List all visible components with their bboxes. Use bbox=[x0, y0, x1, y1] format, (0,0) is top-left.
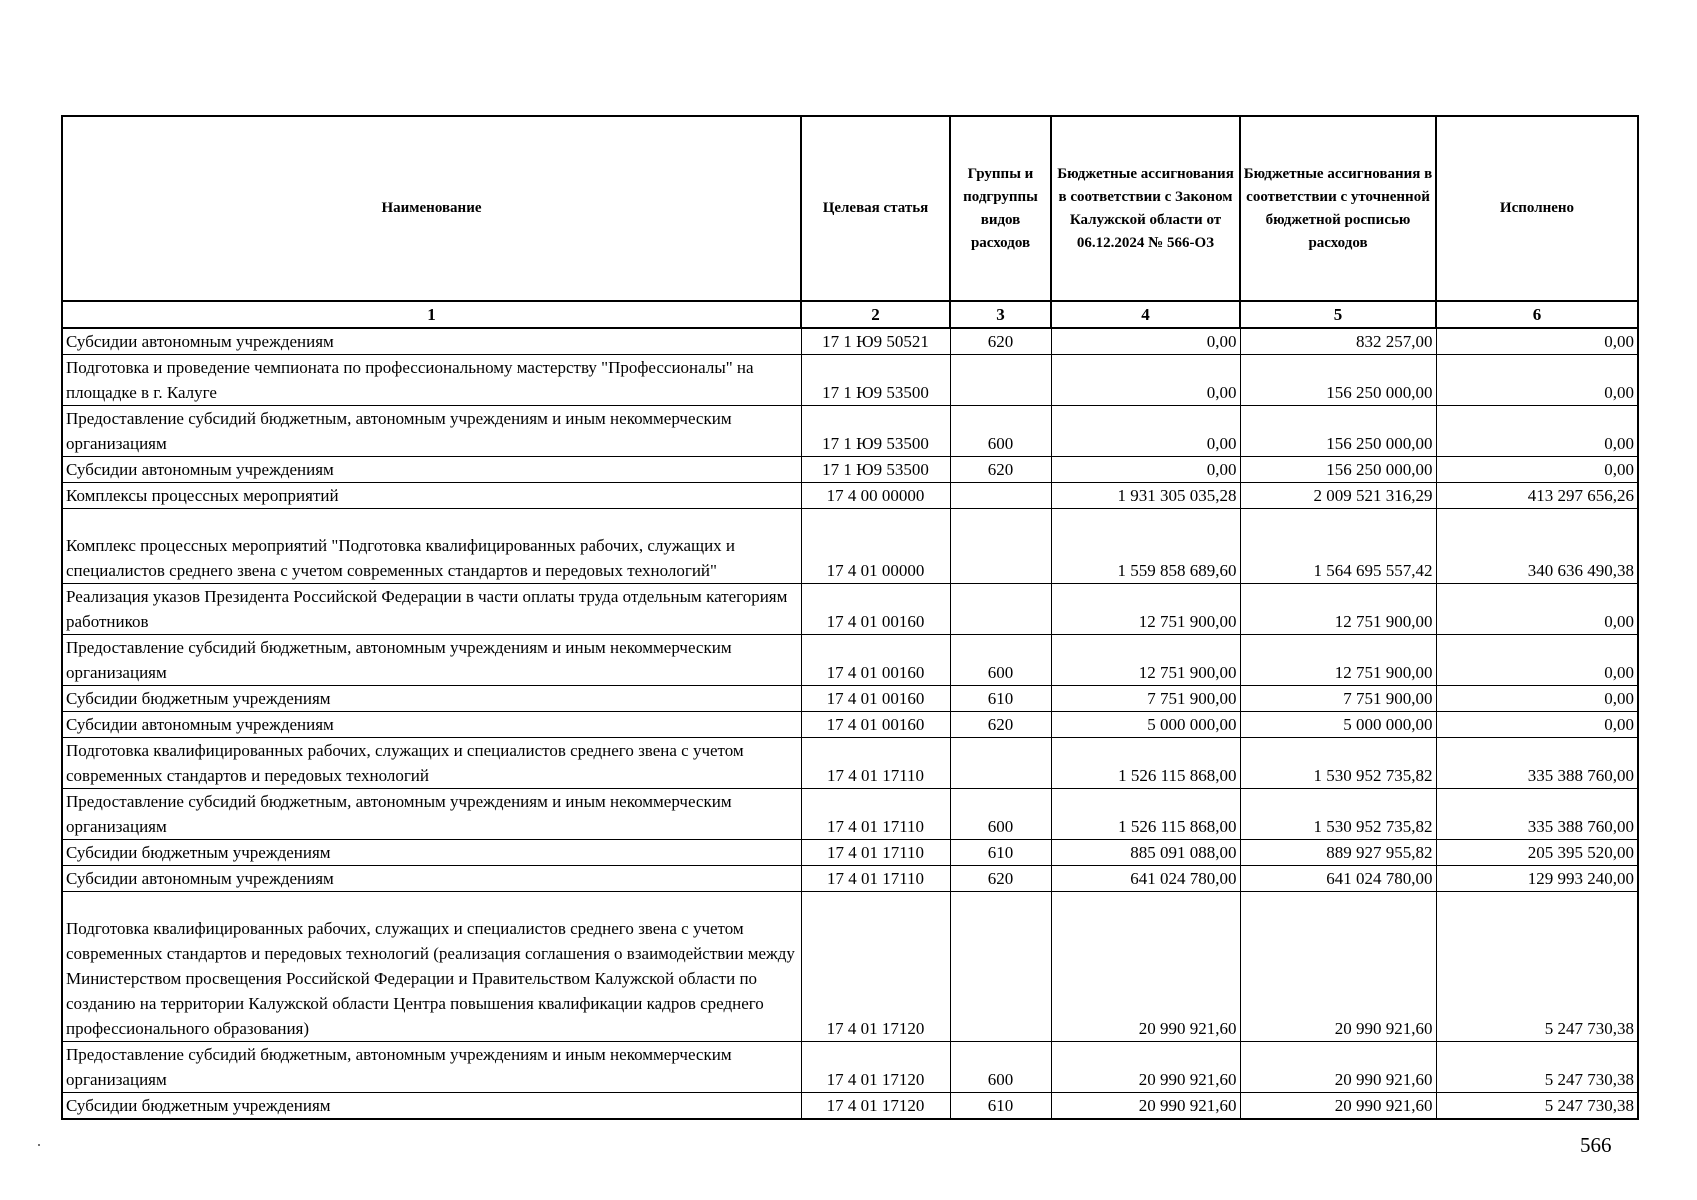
row-group: 620 bbox=[950, 712, 1051, 738]
row-name: Предоставление субсидий бюджетным, автономным учреждениям и иным некоммерческим организациям bbox=[62, 1042, 801, 1093]
row-approved: 0,00 bbox=[1051, 457, 1240, 483]
row-group: 610 bbox=[950, 1093, 1051, 1120]
table-row bbox=[62, 483, 1638, 509]
row-refined: 1 530 952 735,82 bbox=[1240, 738, 1436, 789]
row-group: 610 bbox=[950, 686, 1051, 712]
row-group: 600 bbox=[950, 406, 1051, 457]
row-approved: 1 526 115 868,00 bbox=[1051, 789, 1240, 840]
row-executed: 0,00 bbox=[1436, 457, 1638, 483]
row-refined: 20 990 921,60 bbox=[1240, 1093, 1436, 1120]
row-executed: 0,00 bbox=[1436, 584, 1638, 635]
row-refined: 1 530 952 735,82 bbox=[1240, 789, 1436, 840]
row-refined: 156 250 000,00 bbox=[1240, 406, 1436, 457]
row-name: Субсидии бюджетным учреждениям bbox=[62, 840, 801, 866]
row-name: Предоставление субсидий бюджетным, автономным учреждениям и иным некоммерческим организациям bbox=[62, 406, 801, 457]
table-row bbox=[62, 509, 1638, 584]
row-name: Субсидии автономным учреждениям bbox=[62, 866, 801, 892]
row-executed: 5 247 730,38 bbox=[1436, 1093, 1638, 1120]
header-group: Группы и подгруппы видов расходов bbox=[950, 116, 1051, 301]
row-executed: 129 993 240,00 bbox=[1436, 866, 1638, 892]
row-group bbox=[950, 509, 1051, 584]
row-refined: 889 927 955,82 bbox=[1240, 840, 1436, 866]
row-executed: 5 247 730,38 bbox=[1436, 892, 1638, 1042]
row-executed: 0,00 bbox=[1436, 406, 1638, 457]
row-group: 600 bbox=[950, 1042, 1051, 1093]
table-row bbox=[62, 328, 1638, 355]
header-approved: Бюджетные ассигнования в соответствии с Законом Калужской области от 06.12.2024 № 566-ОЗ bbox=[1051, 116, 1240, 301]
row-refined: 641 024 780,00 bbox=[1240, 866, 1436, 892]
row-executed: 5 247 730,38 bbox=[1436, 1042, 1638, 1093]
column-number: 6 bbox=[1436, 301, 1638, 328]
row-name: Субсидии автономным учреждениям bbox=[62, 457, 801, 483]
row-executed: 0,00 bbox=[1436, 635, 1638, 686]
row-name: Подготовка квалифицированных рабочих, служащих и специалистов среднего звена с учетом современных стандартов и передовых технологий bbox=[62, 738, 801, 789]
row-name: Субсидии автономным учреждениям bbox=[62, 712, 801, 738]
row-group: 610 bbox=[950, 840, 1051, 866]
row-group bbox=[950, 892, 1051, 1042]
row-refined: 5 000 000,00 bbox=[1240, 712, 1436, 738]
row-name: Подготовка и проведение чемпионата по профессиональному мастерству "Профессионалы" на площадке в г. Калуге bbox=[62, 355, 801, 406]
row-executed: 0,00 bbox=[1436, 712, 1638, 738]
row-refined: 20 990 921,60 bbox=[1240, 1042, 1436, 1093]
row-executed: 0,00 bbox=[1436, 686, 1638, 712]
table-row bbox=[62, 635, 1638, 686]
row-name: Предоставление субсидий бюджетным, автономным учреждениям и иным некоммерческим организациям bbox=[62, 635, 801, 686]
row-executed: 205 395 520,00 bbox=[1436, 840, 1638, 866]
row-code: 17 4 01 17120 bbox=[801, 1093, 950, 1120]
table-row bbox=[62, 355, 1638, 406]
row-group: 600 bbox=[950, 635, 1051, 686]
row-code: 17 1 Ю9 53500 bbox=[801, 355, 950, 406]
row-code: 17 4 01 17110 bbox=[801, 840, 950, 866]
row-group bbox=[950, 355, 1051, 406]
header-executed: Исполнено bbox=[1436, 116, 1638, 301]
table-row bbox=[62, 712, 1638, 738]
row-approved: 0,00 bbox=[1051, 355, 1240, 406]
row-group: 620 bbox=[950, 866, 1051, 892]
row-approved: 5 000 000,00 bbox=[1051, 712, 1240, 738]
table-row bbox=[62, 457, 1638, 483]
row-group: 600 bbox=[950, 789, 1051, 840]
row-executed: 413 297 656,26 bbox=[1436, 483, 1638, 509]
table-row bbox=[62, 866, 1638, 892]
table-row bbox=[62, 406, 1638, 457]
table-row bbox=[62, 584, 1638, 635]
row-code: 17 4 01 17120 bbox=[801, 1042, 950, 1093]
row-code: 17 1 Ю9 53500 bbox=[801, 406, 950, 457]
row-approved: 1 559 858 689,60 bbox=[1051, 509, 1240, 584]
row-approved: 20 990 921,60 bbox=[1051, 1093, 1240, 1120]
row-name: Комплексы процессных мероприятий bbox=[62, 483, 801, 509]
column-numbers-row bbox=[62, 301, 1638, 328]
row-approved: 1 526 115 868,00 bbox=[1051, 738, 1240, 789]
row-approved: 0,00 bbox=[1051, 328, 1240, 355]
row-name: Реализация указов Президента Российской Федерации в части оплаты труда отдельным категориям работников bbox=[62, 584, 801, 635]
row-executed: 340 636 490,38 bbox=[1436, 509, 1638, 584]
row-name: Подготовка квалифицированных рабочих, служащих и специалистов среднего звена с учетом современных стандартов и передовых технологий (реализация соглашения о взаимодействии между Министерством просвещения Российской Федерации и Правительством Калужской области по созданию на территории Калужской области Центра повышения квалификации кадров среднего профессионального образования) bbox=[62, 892, 801, 1042]
row-code: 17 1 Ю9 53500 bbox=[801, 457, 950, 483]
row-refined: 156 250 000,00 bbox=[1240, 457, 1436, 483]
row-refined: 12 751 900,00 bbox=[1240, 635, 1436, 686]
row-code: 17 4 00 00000 bbox=[801, 483, 950, 509]
row-executed: 335 388 760,00 bbox=[1436, 738, 1638, 789]
column-number: 5 bbox=[1240, 301, 1436, 328]
row-code: 17 4 01 00160 bbox=[801, 584, 950, 635]
row-name: Комплекс процессных мероприятий "Подготовка квалифицированных рабочих, служащих и специалистов среднего звена с учетом современных стандартов и передовых технологий" bbox=[62, 509, 801, 584]
row-group: 620 bbox=[950, 457, 1051, 483]
row-group: 620 bbox=[950, 328, 1051, 355]
row-code: 17 4 01 17110 bbox=[801, 738, 950, 789]
table-row bbox=[62, 1093, 1638, 1120]
row-approved: 885 091 088,00 bbox=[1051, 840, 1240, 866]
header-name: Наименование bbox=[62, 116, 801, 301]
row-executed: 335 388 760,00 bbox=[1436, 789, 1638, 840]
row-approved: 20 990 921,60 bbox=[1051, 892, 1240, 1042]
row-approved: 12 751 900,00 bbox=[1051, 584, 1240, 635]
row-name: Субсидии бюджетным учреждениям bbox=[62, 1093, 801, 1120]
row-refined: 7 751 900,00 bbox=[1240, 686, 1436, 712]
page-number: 566 bbox=[1580, 1133, 1612, 1157]
row-executed: 0,00 bbox=[1436, 355, 1638, 406]
row-executed: 0,00 bbox=[1436, 328, 1638, 355]
row-code: 17 4 01 17120 bbox=[801, 892, 950, 1042]
table-row bbox=[62, 789, 1638, 840]
row-group bbox=[950, 483, 1051, 509]
table-row bbox=[62, 738, 1638, 789]
header-code: Целевая статья bbox=[801, 116, 950, 301]
column-number: 3 bbox=[950, 301, 1051, 328]
row-name: Предоставление субсидий бюджетным, автономным учреждениям и иным некоммерческим организациям bbox=[62, 789, 801, 840]
row-approved: 1 931 305 035,28 bbox=[1051, 483, 1240, 509]
table-row bbox=[62, 1042, 1638, 1093]
row-code: 17 4 01 00000 bbox=[801, 509, 950, 584]
budget-table bbox=[61, 115, 1639, 1120]
row-refined: 12 751 900,00 bbox=[1240, 584, 1436, 635]
row-approved: 641 024 780,00 bbox=[1051, 866, 1240, 892]
row-approved: 0,00 bbox=[1051, 406, 1240, 457]
scan-dot bbox=[38, 1144, 40, 1146]
table-row bbox=[62, 892, 1638, 1042]
row-approved: 20 990 921,60 bbox=[1051, 1042, 1240, 1093]
row-group bbox=[950, 584, 1051, 635]
row-code: 17 4 01 17110 bbox=[801, 866, 950, 892]
table-row bbox=[62, 840, 1638, 866]
row-refined: 2 009 521 316,29 bbox=[1240, 483, 1436, 509]
row-refined: 1 564 695 557,42 bbox=[1240, 509, 1436, 584]
row-refined: 156 250 000,00 bbox=[1240, 355, 1436, 406]
header-refined: Бюджетные ассигнования в соответствии с уточненной бюджетной росписью расходов bbox=[1240, 116, 1436, 301]
row-name: Субсидии автономным учреждениям bbox=[62, 328, 801, 355]
row-code: 17 4 01 00160 bbox=[801, 686, 950, 712]
row-name: Субсидии бюджетным учреждениям bbox=[62, 686, 801, 712]
table-header-row bbox=[62, 116, 1638, 301]
table-row bbox=[62, 686, 1638, 712]
column-number: 2 bbox=[801, 301, 950, 328]
row-code: 17 4 01 00160 bbox=[801, 635, 950, 686]
row-approved: 12 751 900,00 bbox=[1051, 635, 1240, 686]
row-code: 17 4 01 00160 bbox=[801, 712, 950, 738]
column-number: 4 bbox=[1051, 301, 1240, 328]
row-approved: 7 751 900,00 bbox=[1051, 686, 1240, 712]
row-code: 17 4 01 17110 bbox=[801, 789, 950, 840]
row-refined: 832 257,00 bbox=[1240, 328, 1436, 355]
row-code: 17 1 Ю9 50521 bbox=[801, 328, 950, 355]
column-number: 1 bbox=[62, 301, 801, 328]
row-group bbox=[950, 738, 1051, 789]
row-refined: 20 990 921,60 bbox=[1240, 892, 1436, 1042]
